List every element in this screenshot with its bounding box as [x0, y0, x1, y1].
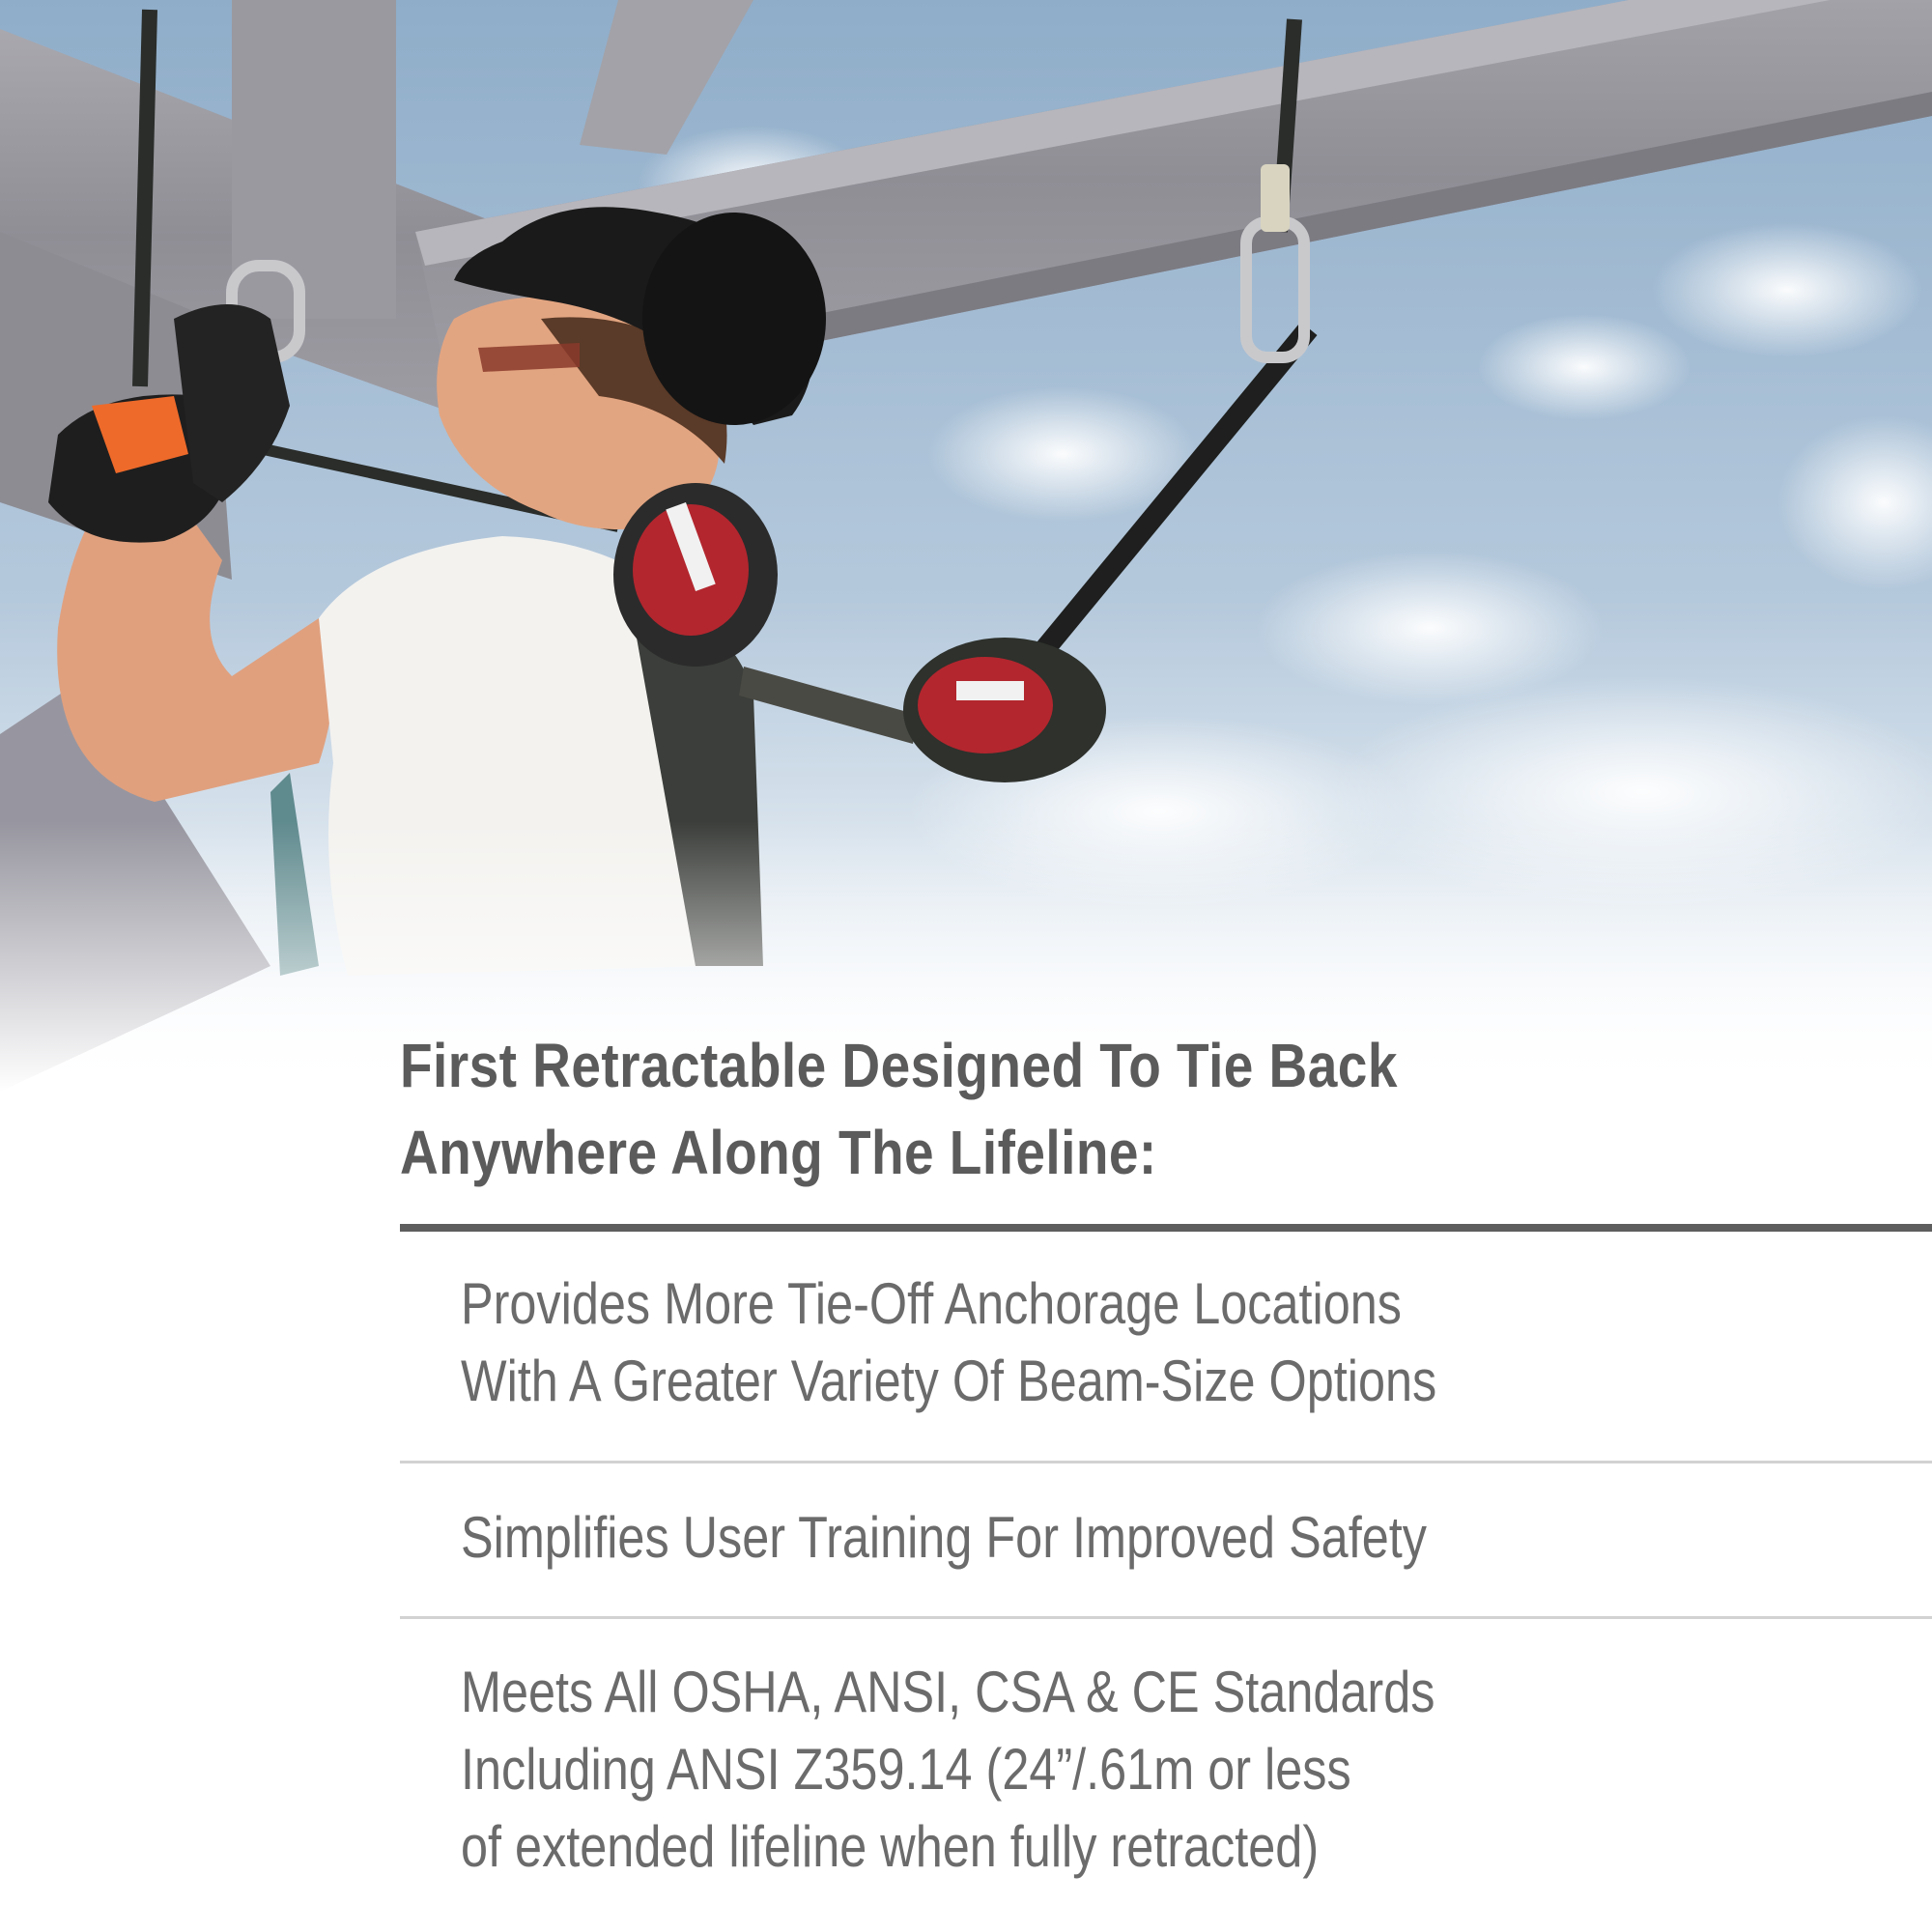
- feature-item-standards: [461, 1654, 1840, 1886]
- title-divider: [400, 1224, 1932, 1232]
- title-line-2: Anywhere Along The Lifeline:: [400, 1118, 1157, 1187]
- feature-item-anchorage: [461, 1265, 1840, 1420]
- feature-anchorage-line-2: With A Greater Variety Of Beam-Size Options: [461, 1349, 1437, 1413]
- feature-training-line-1: Simplifies User Training For Improved Safety: [461, 1505, 1427, 1570]
- feature-anchorage-line-1: Provides More Tie-Off Anchorage Locations: [461, 1271, 1402, 1336]
- feature-item-training: [461, 1499, 1840, 1577]
- feature-standards-line-2: Including ANSI Z359.14 (24”/.61m or less: [461, 1737, 1351, 1802]
- feature-divider: [400, 1461, 1932, 1463]
- feature-standards-line-1: Meets All OSHA, ANSI, CSA & CE Standards: [461, 1660, 1435, 1724]
- feature-divider: [400, 1616, 1932, 1619]
- title-line-1: First Retractable Designed To Tie Back: [400, 1031, 1398, 1100]
- feature-standards-line-3: of extended lifeline when fully retracted): [461, 1814, 1320, 1879]
- page-title: [400, 1022, 1696, 1196]
